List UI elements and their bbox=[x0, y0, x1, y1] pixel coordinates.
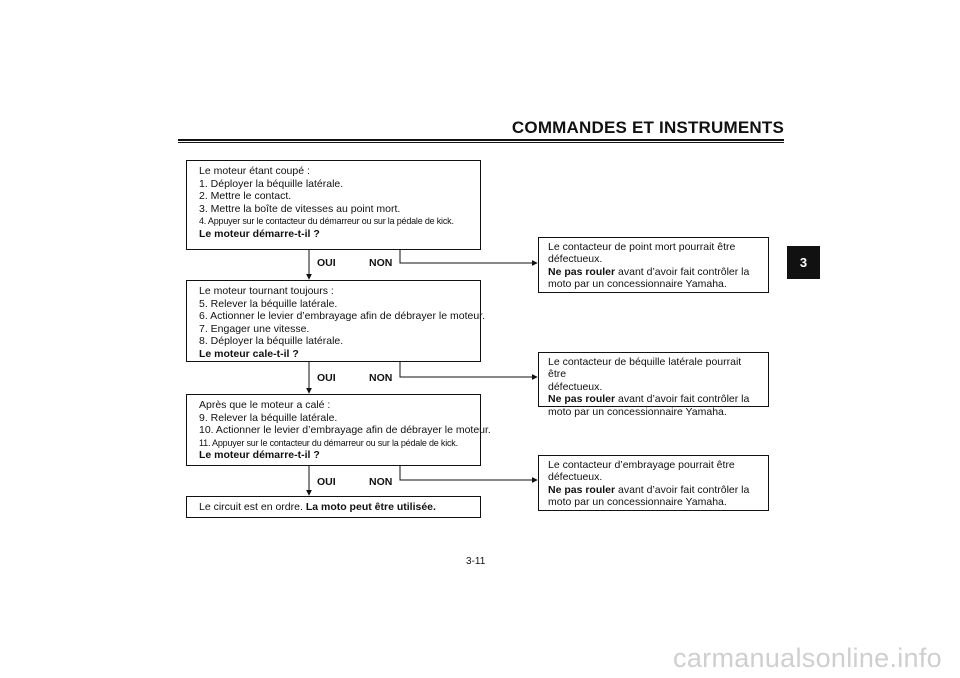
result-3-rest: avant d’avoir fait contrôler la bbox=[615, 483, 750, 496]
step-box-3 bbox=[186, 394, 491, 466]
result-3-line: moto par un concessionnaire Yamaha. bbox=[548, 496, 727, 509]
page-number: 3-11 bbox=[466, 556, 486, 567]
step-2-line: Le moteur tournant toujours : bbox=[199, 285, 334, 297]
step-1-line: Le moteur étant coupé : bbox=[199, 165, 310, 177]
final-text: Le circuit est en ordre. bbox=[199, 501, 306, 513]
step-1-line: 3. Mettre la boîte de vitesses au point mort. bbox=[199, 202, 401, 215]
final-bold-text: La moto peut être utilisée. bbox=[305, 501, 436, 513]
connector-no-3 bbox=[400, 466, 537, 480]
step-2-line: 5. Relever la béquille latérale. bbox=[199, 297, 338, 310]
page-header-title: COMMANDES ET INSTRUMENTS bbox=[511, 118, 784, 137]
no-label-1: NON bbox=[369, 257, 393, 269]
result-3-line: Le contacteur d’embrayage pourrait être bbox=[548, 459, 735, 471]
result-box-2 bbox=[538, 352, 769, 418]
result-3-line bbox=[548, 484, 762, 496]
watermark-text[interactable]: carmanualsonline.info bbox=[673, 643, 942, 673]
result-1-rest: avant d’avoir fait contrôler la bbox=[615, 265, 750, 278]
final-box bbox=[186, 496, 481, 518]
step-2-line: 7. Engager une vitesse. bbox=[199, 322, 310, 335]
yes-label-1: OUI bbox=[317, 257, 336, 269]
final-line bbox=[199, 501, 474, 514]
result-1-warning: Ne pas rouler bbox=[548, 265, 616, 278]
step-2-line: 8. Déployer la béquille latérale. bbox=[199, 335, 344, 348]
step-3-question: Le moteur démarre-t-il ? bbox=[199, 449, 320, 462]
step-1-line: 4. Appuyer sur le contacteur du démarreur ou sur la pédale de kick. bbox=[199, 216, 454, 227]
step-1-question: Le moteur démarre-t-il ? bbox=[199, 227, 320, 240]
result-2-warning: Ne pas rouler bbox=[548, 393, 616, 406]
step-3-line: 10. Actionner le levier d’embrayage afin de débrayer le moteur. bbox=[199, 424, 491, 437]
result-1-line: défectueux. bbox=[548, 253, 603, 266]
step-3-line: Après que le moteur a calé : bbox=[199, 399, 331, 411]
step-3-line: 9. Relever la béquille latérale. bbox=[199, 411, 338, 424]
step-3-line: 11. Appuyer sur le contacteur du démarreur ou sur la pédale de kick. bbox=[199, 437, 458, 448]
chapter-tab[interactable]: 3 bbox=[787, 246, 820, 279]
result-1-line: Le contacteur de point mort pourrait être bbox=[548, 241, 736, 253]
yes-label-3: OUI bbox=[317, 476, 336, 488]
step-1-line: 1. Déployer la béquille latérale. bbox=[199, 177, 344, 190]
result-1-line bbox=[548, 266, 762, 278]
result-box-3 bbox=[538, 455, 769, 511]
result-2-line: Le contacteur de béquille latérale pourrait être bbox=[548, 356, 742, 381]
connector-no-2 bbox=[400, 362, 537, 377]
step-2-question: Le moteur cale-t-il ? bbox=[199, 347, 299, 360]
step-box-2 bbox=[186, 280, 485, 362]
result-3-line: défectueux. bbox=[548, 471, 603, 484]
step-box-1 bbox=[186, 160, 481, 250]
step-1-line: 2. Mettre le contact. bbox=[199, 190, 292, 203]
result-2-rest: avant d’avoir fait contrôler la bbox=[615, 393, 750, 406]
no-label-2: NON bbox=[369, 372, 393, 384]
yes-label-2: OUI bbox=[317, 372, 336, 384]
result-3-warning: Ne pas rouler bbox=[548, 483, 616, 496]
result-2-line bbox=[548, 393, 762, 405]
result-2-line: défectueux. bbox=[548, 380, 603, 393]
step-2-line: 6. Actionner le levier d’embrayage afin de débrayer le moteur. bbox=[199, 310, 485, 323]
result-1-line: moto par un concessionnaire Yamaha. bbox=[548, 278, 727, 291]
result-box-1 bbox=[538, 237, 769, 293]
connector-no-1 bbox=[400, 250, 537, 263]
no-label-3: NON bbox=[369, 476, 393, 488]
result-2-line: moto par un concessionnaire Yamaha. bbox=[548, 405, 727, 418]
